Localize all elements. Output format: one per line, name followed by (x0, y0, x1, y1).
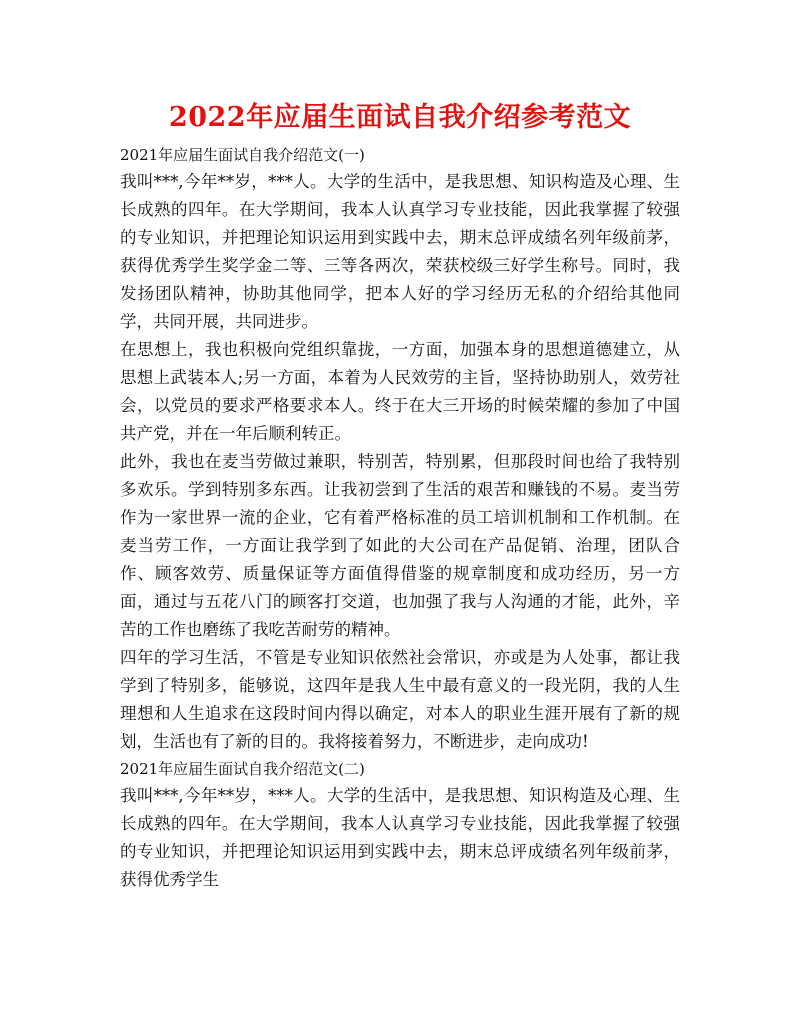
document-title: 2022年应届生面试自我介绍参考范文 (168, 102, 632, 133)
paragraph: 我叫***,今年**岁，***人。大学的生活中，是我思想、知识构造及心理、生长成熟的四年。在大学期间，我本人认真学习专业技能，因此我掌握了较强的专业知识，并把理论知识运用到实践中去，期末总评成绩名列年级前茅，获得优秀学生奖学金二等、三等各两次，荣获校级三好学生称号。同时，我发扬团队精神，协助其他同学，把本人好的学习经历无私的介绍给其他同学，共同开展，共同进步。 (120, 172, 680, 331)
paragraph: 四年的学习生活，不管是专业知识依然社会常识，亦或是为人处事，都让我学到了特别多，能够说，这四年是我人生中最有意义的一段光阴，我的人生理想和人生追求在这段时间内得以确定，对本人的职业生涯开展有了新的规划，生活也有了新的目的。我将接着努力，不断进步，走向成功! (120, 648, 680, 751)
document-page (120, 98, 680, 894)
section-heading: 2021年应届生面试自我介绍范文(一) (120, 146, 365, 164)
section-heading: 2021年应届生面试自我介绍范文(二) (120, 760, 365, 778)
paragraph: 此外，我也在麦当劳做过兼职，特别苦，特别累，但那段时间也给了我特别多欢乐。学到特别多东西。让我初尝到了生活的艰苦和赚钱的不易。麦当劳作为一家世界一流的企业，它有着严格标准的员工培训机制和工作机制。在麦当劳工作，一方面让我学到了如此的大公司在产品促销、治理，团队合作、顾客效劳、质量保证等方面值得借鉴的规章制度和成功经历，另一方面，通过与五花八门的顾客打交道，也加强了我与人沟通的才能，此外，辛苦的工作也磨练了我吃苦耐劳的精神。 (120, 452, 680, 639)
section-1 (120, 142, 680, 756)
section-2 (120, 756, 680, 894)
paragraph: 我叫***,今年**岁，***人。大学的生活中，是我思想、知识构造及心理、生长成熟的四年。在大学期间，我本人认真学习专业技能，因此我掌握了较强的专业知识，并把理论知识运用到实践中去，期末总评成绩名列年级前茅，获得优秀学生 (120, 786, 680, 889)
paragraph: 在思想上，我也积极向党组织靠拢，一方面，加强本身的思想道德建立，从思想上武装本人;另一方面，本着为人民效劳的主旨，坚持协助别人，效劳社会，以党员的要求严格要求本人。终于在大三开场的时候荣耀的参加了中国共产党，并在一年后顺利转正。 (120, 340, 680, 443)
